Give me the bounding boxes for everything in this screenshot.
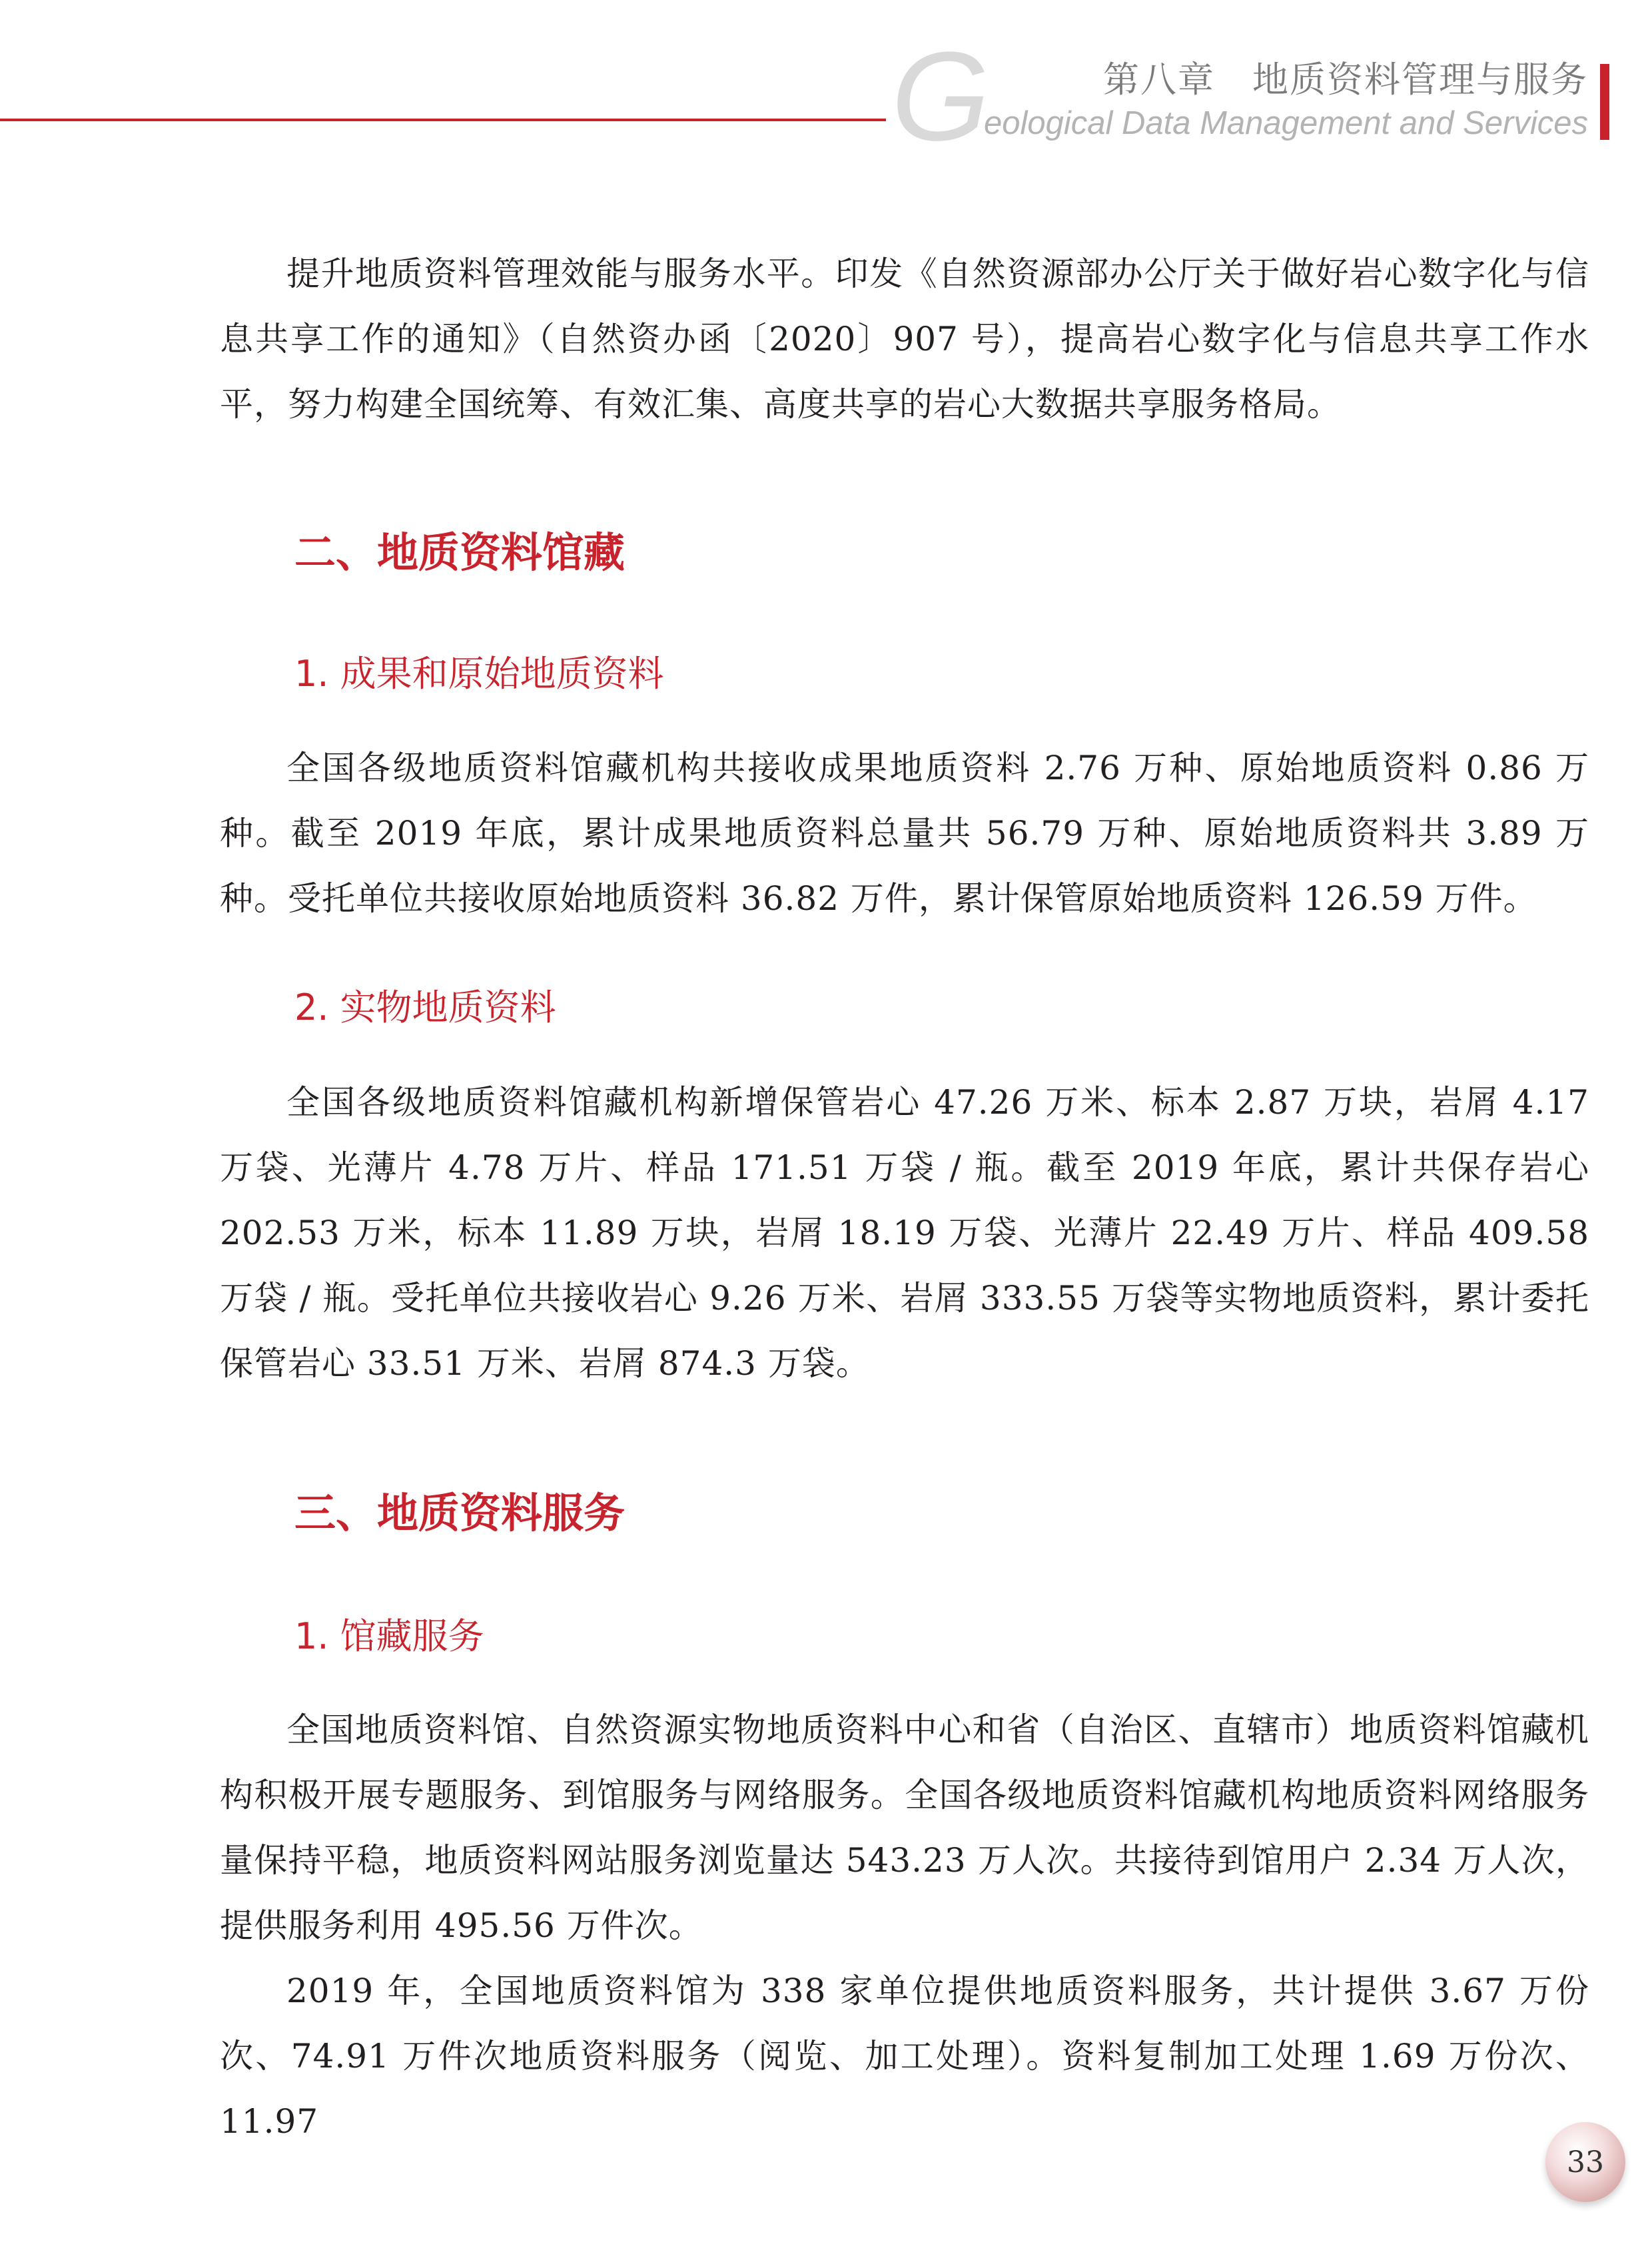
header-rule [0,119,886,121]
chapter-title: 第八章 地质资料管理与服务 [1103,59,1588,101]
physical-paragraph: 全国各级地质资料馆藏机构新增保管岩心 47.26 万米、标本 2.87 万块，岩屑 4.17 万袋、光薄片 4.78 万片、样品 171.51 万袋 / 瓶。截至 2019 年底，累计共保存岩心 202.53 万米，标本 11.89 万块，岩屑 18.19 万袋、光薄片 22.49 万片、样品 409.58 万袋 / 瓶。受托单位共接收岩心 9.26 万米、岩屑 333.55 万袋等实物地质资料，累计委托保管岩心 33.51 万米、岩屑 874.3 万袋。 [220,1083,1589,1383]
services-paragraph-1: 全国地质资料馆、自然资源实物地质资料中心和省（自治区、直辖市）地质资料馆藏机构积极开展专题服务、到馆服务与网络服务。全国各级地质资料馆藏机构地质资料网络服务量保持平稳，地质资料网站服务浏览量达 543.23 万人次。共接待到馆用户 2.34 万人次，提供服务利用 495.56 万件次。 [220,1710,1589,1945]
header-big-letter: G [891,26,990,167]
subsection-heading-physical: 2. 实物地质资料 [294,986,556,1028]
subsection-heading-collection-services: 1. 馆藏服务 [294,1615,484,1657]
chapter-english-title: eological Data Management and Services [983,105,1588,141]
services-paragraph-2: 2019 年，全国地质资料馆为 338 家单位提供地质资料服务，共计提供 3.67 万份次、74.91 万件次地质资料服务（阅览、加工处理）。资料复制加工处理 1.69 万份次、11.97 [220,1972,1589,2141]
section-heading-services: 三、地质资料服务 [294,1489,625,1537]
results-paragraph: 全国各级地质资料馆藏机构共接收成果地质资料 2.76 万种、原始地质资料 0.86 万种。截至 2019 年底，累计成果地质资料总量共 56.79 万种、原始地质资料共 3.89 万种。受托单位共接收原始地质资料 36.82 万件，累计保管原始地质资料 126.59 万件。 [220,749,1589,918]
page-number-badge [1545,2122,1625,2202]
intro-paragraph: 提升地质资料管理效能与服务水平。印发《自然资源部办公厅关于做好岩心数字化与信息共享工作的通知》（自然资办函〔2020〕907 号），提高岩心数字化与信息共享工作水平，努力构建全国统筹、有效汇集、高度共享的岩心大数据共享服务格局。 [220,254,1589,424]
subsection-heading-results: 1. 成果和原始地质资料 [294,653,664,695]
page-number: 33 [1567,2145,1604,2179]
section-heading-collection: 二、地质资料馆藏 [294,528,625,577]
header-accent-bar [1600,64,1609,140]
